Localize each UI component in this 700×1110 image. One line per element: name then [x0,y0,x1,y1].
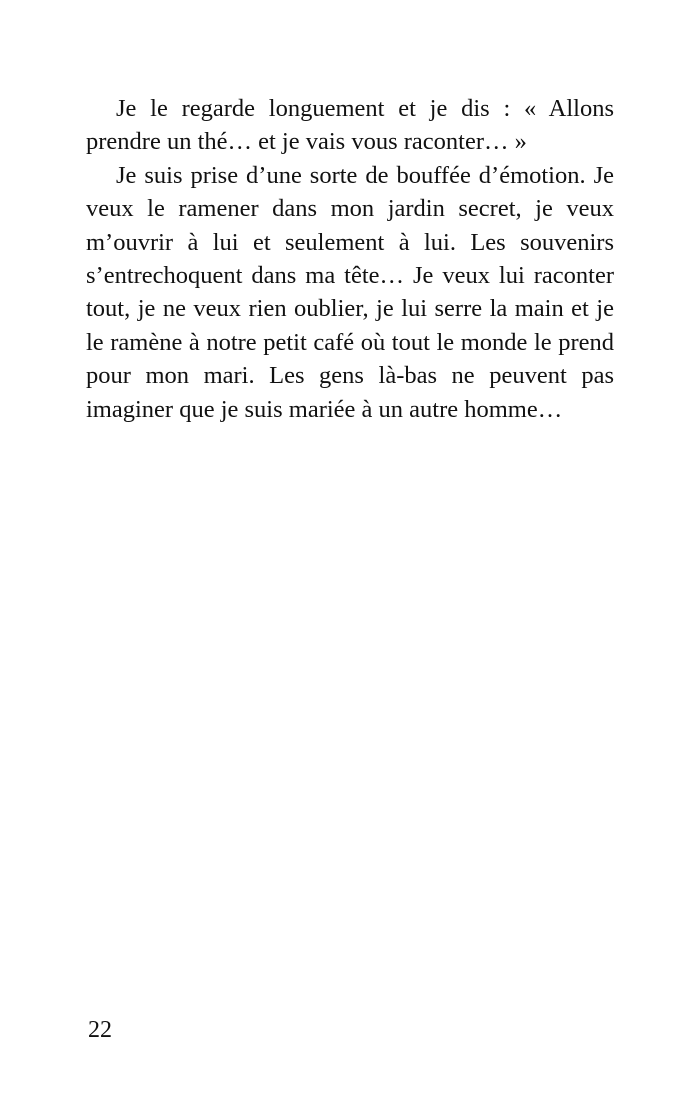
paragraph-1: Je le regarde longuement et je dis : « Allons prendre un thé… et je vais vous raconter… » [86,95,614,156]
page-number: 22 [88,1017,112,1043]
paragraph-2: Je suis prise d’une sorte de bouffée d’émotion. Je veux le ramener dans mon jardin secret, je veux m’ouvrir à lui et seulement à lui. Les souvenirs s’entrechoquent dans ma tête… Je veux lui raconter tout, je ne veux rien oublier, je lui serre la main et je le ramène à notre petit café où tout le monde le prend pour mon mari. Les gens là-bas ne peuvent pas imaginer que je suis mariée à un autre homme… [86,161,614,423]
body-text [86,92,614,426]
